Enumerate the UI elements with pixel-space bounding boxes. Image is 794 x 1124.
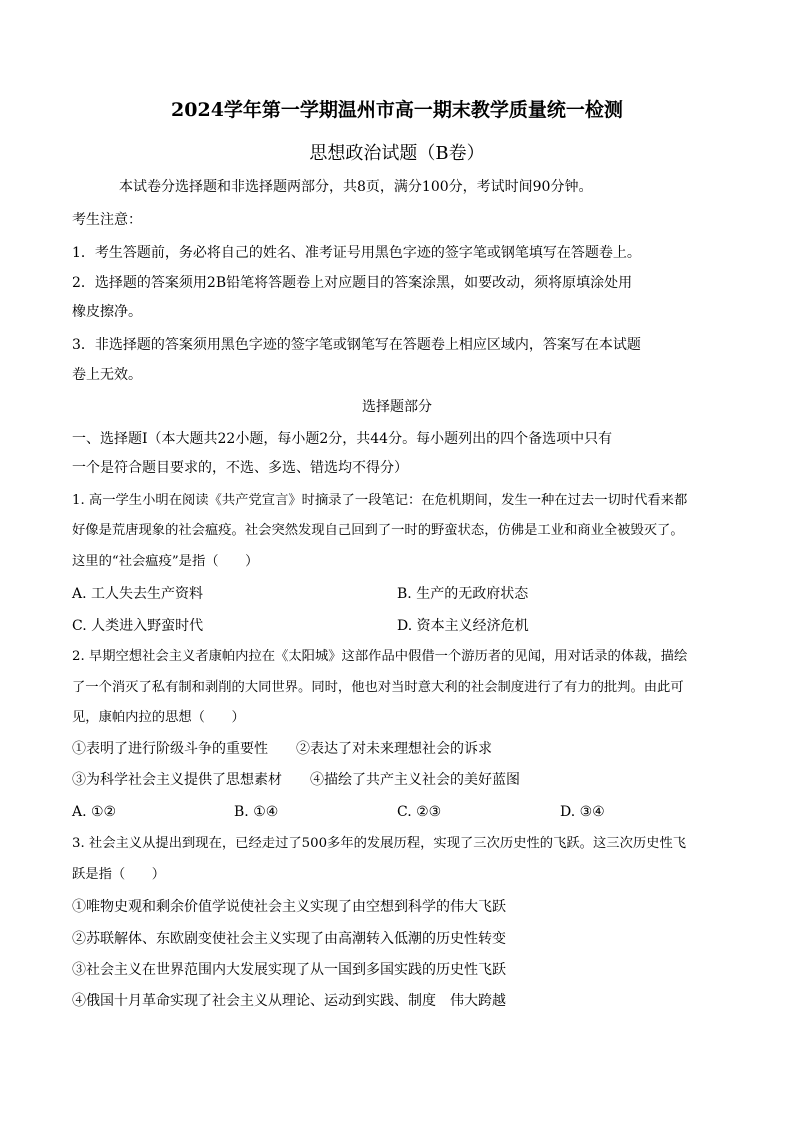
q3-statement-2: ②苏联解体、东欧剧变使社会主义实现了由高潮转入低潮的历史性转变	[72, 931, 506, 947]
note-1: 1．考生答题前，务必将自己的姓名、准考证号用黑色字迹的签字笔或钢笔填写在答题卷上。	[72, 245, 641, 261]
q3-stem-line2: 跃是指（ ）	[72, 867, 166, 882]
note-2: 2．选择题的答案须用2B铅笔将答题卷上对应题目的答案涂黑，如要改动，须将原填涂处用	[72, 275, 633, 291]
q2-stem-line3: 见，康帕内拉的思想（ ）	[72, 710, 245, 725]
exam-title: 2024学年第一学期温州市高一期末教学质量统一检测	[171, 99, 623, 121]
notice-heading: 考生注意：	[72, 212, 142, 228]
note-3-cont: 卷上无效。	[72, 367, 142, 383]
q2-option-a: A. ①②	[72, 804, 117, 820]
note-3: 3．非选择题的答案须用黑色字迹的签字笔或钢笔写在答题卷上相应区域内，答案写在本试题	[72, 337, 641, 353]
exam-subtitle: 思想政治试题（B卷）	[309, 143, 485, 164]
q2-option-d: D. ③④	[560, 804, 605, 820]
note-2-cont: 橡皮擦净。	[72, 304, 142, 320]
q3-statement-1: ①唯物史观和剩余价值学说使社会主义实现了由空想到科学的伟大飞跃	[72, 899, 506, 915]
q1-stem-line2: 好像是荒唐现象的社会瘟疫。社会突然发现自己回到了一时的野蛮状态，仿佛是工业和商业全被毁灭了。	[72, 523, 684, 538]
q3-stem-line1: 3. 社会主义从提出到现在，已经走过了500多年的发展历程，实现了三次历史性的飞跃。这三次历史性飞	[72, 836, 687, 851]
section-heading: 选择题部分	[362, 399, 432, 415]
q1-option-a: A. 工人失去生产资料	[72, 586, 204, 602]
q1-stem-line1: 1. 高一学生小明在阅读《共产党宣言》时摘录了一段笔记：在危机期间，发生一种在过去一切时代看来都	[72, 493, 688, 508]
q3-statement-3: ③社会主义在世界范围内大发展实现了从一国到多国实践的历史性飞跃	[72, 962, 506, 978]
part-title-line2: 一个是符合题目要求的，不选、多选、错选均不得分）	[72, 460, 408, 476]
q2-stem-line1: 2. 早期空想社会主义者康帕内拉在《太阳城》这部作品中假借一个游历者的见闻，用对话录的体裁，描绘	[72, 649, 688, 664]
q3-statement-4: ④俄国十月革命实现了社会主义从理论、运动到实践、制度 伟大跨越	[72, 993, 506, 1009]
q1-option-d: D. 资本主义经济危机	[397, 618, 529, 634]
part-title-line1: 一、选择题Ⅰ（本大题共22小题，每小题2分，共44分。每小题列出的四个备选项中只有	[72, 431, 613, 447]
q2-statement-line1: ①表明了进行阶级斗争的重要性 ②表达了对未来理想社会的诉求	[72, 741, 492, 757]
q2-stem-line2: 了一个消灭了私有制和剥削的大同世界。同时，他也对当时意大利的社会制度进行了有力的批判。由此可	[72, 680, 684, 695]
q2-option-c: C. ②③	[397, 804, 442, 820]
q1-option-b: B. 生产的无政府状态	[397, 586, 529, 602]
q2-option-b: B. ①④	[234, 804, 279, 820]
q1-stem-line3: 这里的“社会瘟疫”是指（ ）	[72, 554, 259, 569]
intro-line: 本试卷分选择题和非选择题两部分，共8页，满分100分，考试时间90分钟。	[119, 179, 593, 195]
q1-option-c: C. 人类进入野蛮时代	[72, 618, 204, 634]
q2-statement-line2: ③为科学社会主义提供了思想素材 ④描绘了共产主义社会的美好蓝图	[72, 772, 520, 788]
